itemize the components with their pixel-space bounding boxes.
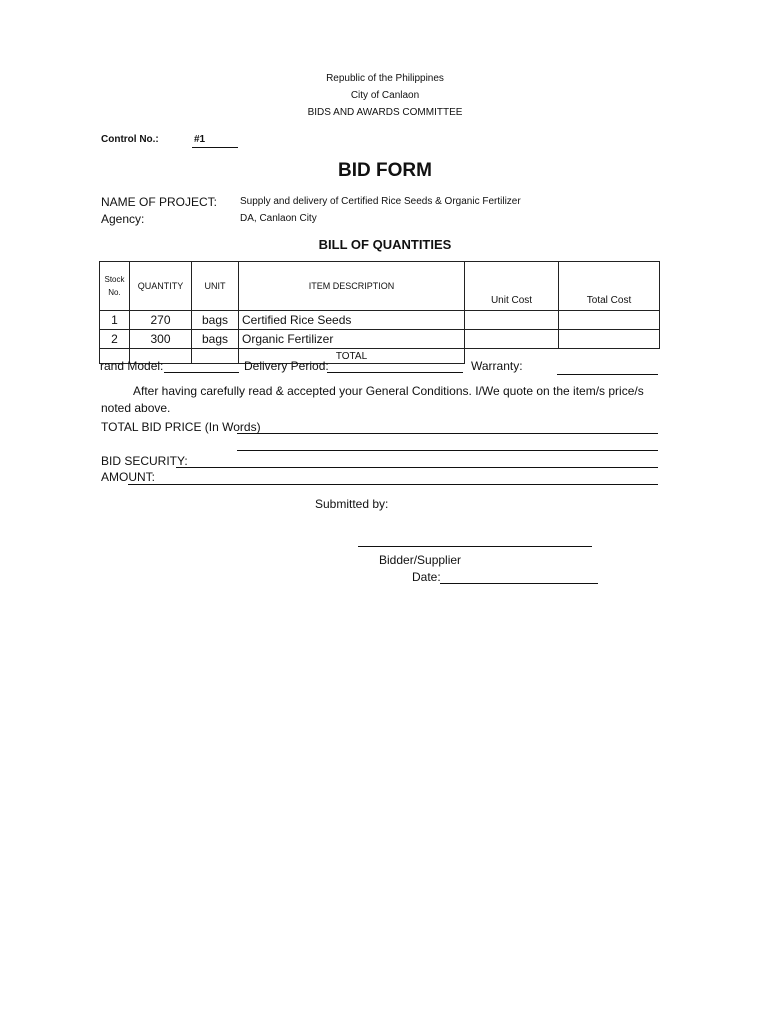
header-item-description: ITEM DESCRIPTION [239,262,465,311]
row-stock-no: 1 [100,311,130,330]
header-committee: BIDS AND AWARDS COMMITTEE [307,107,463,118]
table-total-row [100,349,660,364]
warranty-label: Warranty: [471,359,523,373]
total-empty-cell [192,349,239,364]
amount-label: AMOUNT: [101,470,155,484]
table-row [100,311,660,330]
warranty-line[interactable] [557,374,658,375]
total-bid-price-line-1[interactable] [237,433,658,434]
bid-security-line[interactable] [176,467,658,468]
control-label: Control No.: [101,134,159,145]
total-bid-price-line-2[interactable] [237,450,658,451]
agency-label: Agency: [101,212,145,226]
bill-title: BILL OF QUANTITIES [318,237,452,252]
brand-model-line[interactable] [164,372,239,373]
bid-security-label: BID SECURITY: [101,454,188,468]
delivery-period-label: Delivery Period: [244,359,329,373]
date-label: Date: [412,570,441,584]
statement-line-1: After having carefully read & accepted your General Conditions. I/We quote on the item/s price/s [133,384,644,398]
table-row [100,330,660,349]
amount-line[interactable] [128,484,658,485]
statement-line-2: noted above. [101,401,171,415]
signature-line[interactable] [358,546,592,547]
header-city: City of Canlaon [350,90,420,101]
total-bid-price-label: TOTAL BID PRICE (In Words) [101,420,261,434]
delivery-period-line[interactable] [327,372,463,373]
row-description: Certified Rice Seeds [239,311,465,330]
control-value: #1 [194,134,206,145]
control-underline [192,147,238,148]
row-unit-cost[interactable] [465,330,559,349]
header-quantity: QUANTITY [130,262,192,311]
total-empty-cell [559,349,660,364]
bill-of-quantities-table [99,261,660,364]
project-name-value: Supply and delivery of Certified Rice Seeds & Organic Fertilizer [240,196,521,207]
project-name-label: NAME OF PROJECT: [101,195,218,209]
row-stock-no: 2 [100,330,130,349]
row-unit: bags [192,330,239,349]
header-stock-no: Stock No. [100,262,130,311]
brand-model-label: rand Model: [100,359,164,373]
header-total-cost: Total Cost [559,262,660,311]
header-unit: UNIT [192,262,239,311]
table-header-row [100,262,660,311]
row-unit: bags [192,311,239,330]
page-title: BID FORM [338,160,432,181]
row-total-cost[interactable] [559,311,660,330]
total-label: TOTAL [239,349,465,364]
row-unit-cost[interactable] [465,311,559,330]
row-total-cost[interactable] [559,330,660,349]
header-unit-cost: Unit Cost [465,262,559,311]
row-description: Organic Fertilizer [239,330,465,349]
submitted-by-label: Submitted by: [315,497,389,511]
row-quantity: 270 [130,311,192,330]
row-quantity: 300 [130,330,192,349]
bidder-supplier-label: Bidder/Supplier [379,553,462,567]
agency-value: DA, Canlaon City [240,213,317,224]
date-line[interactable] [440,583,598,584]
header-republic: Republic of the Philippines [326,73,444,84]
